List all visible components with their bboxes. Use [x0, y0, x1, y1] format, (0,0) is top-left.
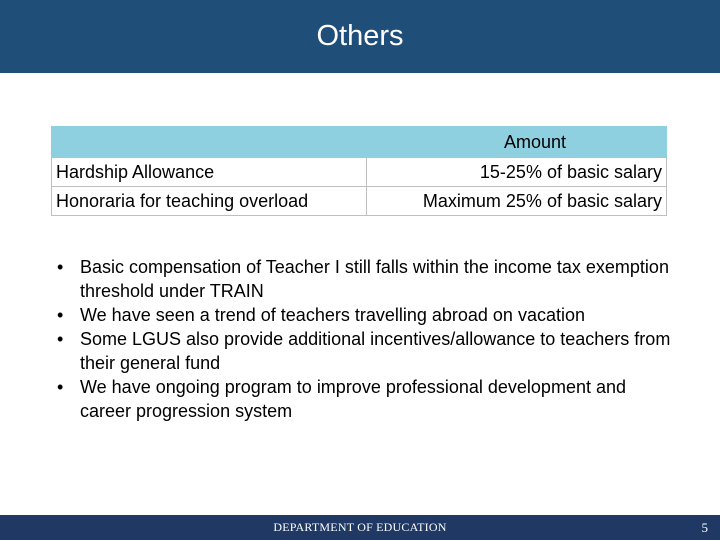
table-header-amount: Amount [367, 127, 667, 158]
allowance-table [51, 126, 667, 216]
table-row [52, 158, 667, 187]
table-cell-item: Hardship Allowance [52, 158, 367, 187]
bullet-item: • Some LGUS also provide additional incentives/allowance to teachers from their general fund [56, 327, 676, 375]
slide-header [0, 0, 720, 73]
table-header-item [52, 127, 367, 158]
bullet-item: • Basic compensation of Teacher I still falls within the income tax exemption threshold under TRAIN [56, 255, 676, 303]
slide-footer [0, 515, 720, 540]
slide-title: Others [316, 20, 404, 52]
bullet-item: • We have ongoing program to improve professional development and career progression system [56, 375, 676, 423]
table-header-row [52, 127, 667, 158]
bullet-item: • We have seen a trend of teachers travelling abroad on vacation [56, 303, 676, 327]
table-cell-item: Honoraria for teaching overload [52, 187, 367, 216]
bullet-list [56, 255, 676, 423]
footer-label: DEPARTMENT OF EDUCATION [273, 520, 447, 534]
page-number: 5 [701, 520, 708, 535]
table-cell-amount: 15-25% of basic salary [367, 158, 667, 187]
table-row [52, 187, 667, 216]
table-cell-amount: Maximum 25% of basic salary [367, 187, 667, 216]
